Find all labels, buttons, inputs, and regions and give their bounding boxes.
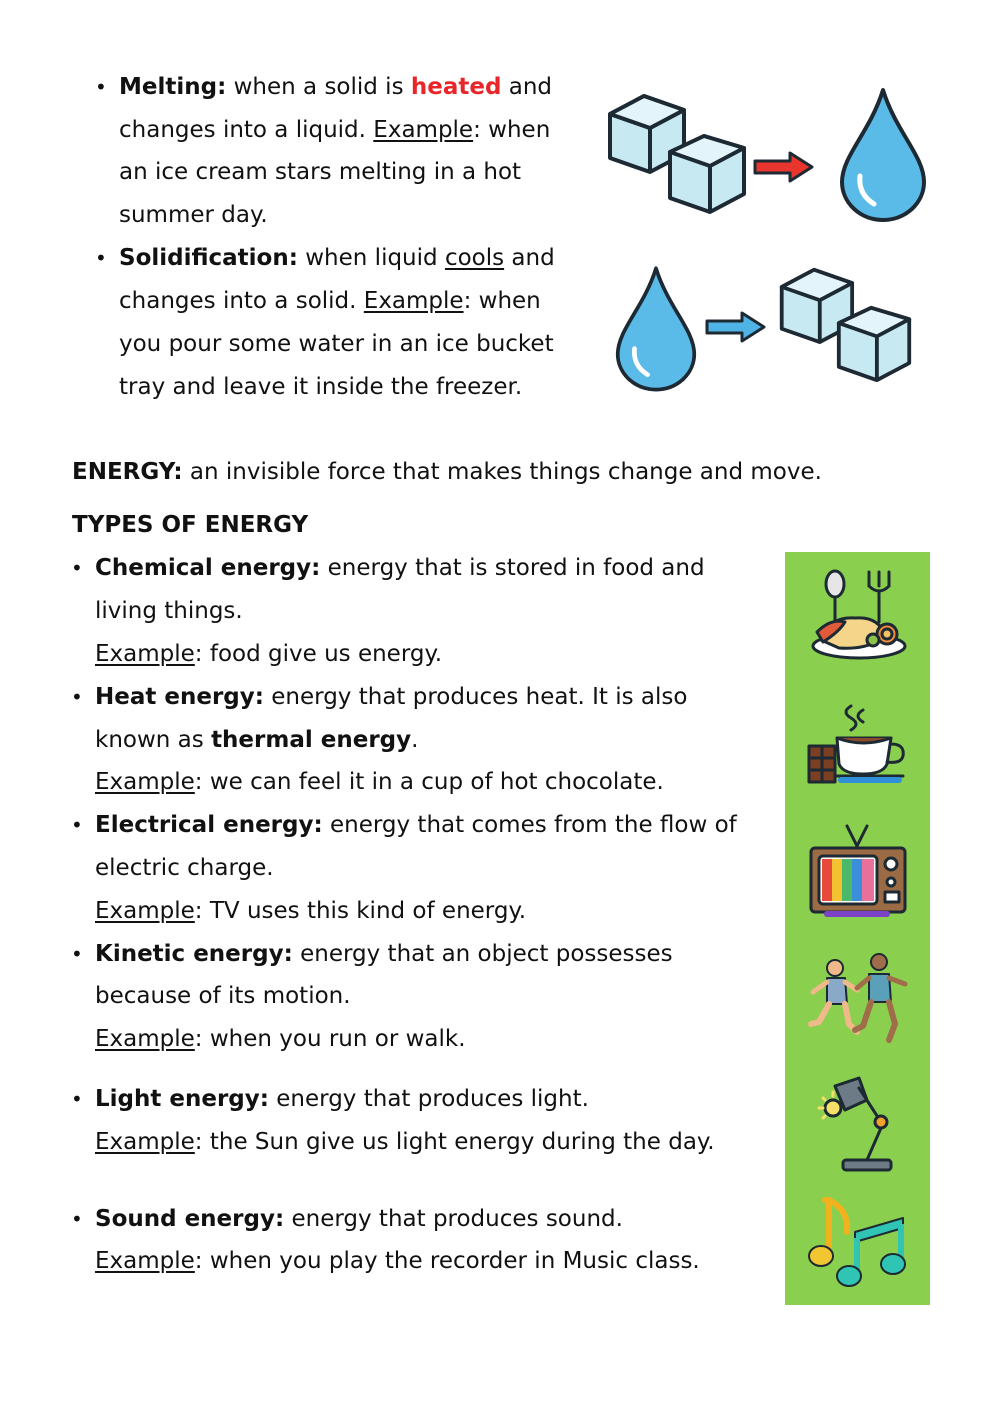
- bullet: •: [71, 556, 83, 580]
- example-label: Example: [95, 1129, 195, 1155]
- melting-line-3: an ice cream stars melting in a hot: [119, 159, 522, 185]
- kinetic-text: energy that an object possesses: [300, 941, 673, 967]
- sound-line-1: [95, 1204, 623, 1234]
- food-plate-icon: [809, 566, 909, 666]
- example-text: : food give us energy.: [194, 641, 443, 667]
- solidification-line-4: tray and leave it inside the freezer.: [119, 374, 523, 400]
- heat-term: Heat energy:: [95, 684, 264, 710]
- example-label: Example: [95, 898, 195, 924]
- arrow-right-icon: [752, 150, 816, 184]
- example-text: : the Sun give us light energy during the day.: [194, 1129, 715, 1155]
- sound-example: [95, 1246, 700, 1276]
- sound-text: energy that produces sound.: [291, 1206, 623, 1232]
- bullet: •: [71, 813, 83, 837]
- sound-term: Sound energy:: [95, 1206, 285, 1232]
- arrow-right-icon: [704, 310, 768, 344]
- runners-icon: [805, 952, 911, 1044]
- melting-line-1: [119, 72, 552, 102]
- energy-definition-text: an invisible force that makes things change and move.: [189, 459, 822, 485]
- heat-text: .: [411, 727, 419, 753]
- solidification-text: and: [511, 245, 555, 271]
- melting-text: and: [508, 74, 553, 100]
- example-label: Example: [95, 641, 195, 667]
- solidification-text: changes into a solid.: [119, 288, 357, 314]
- energy-icons-panel: [785, 552, 930, 1305]
- chemical-term: Chemical energy:: [95, 555, 321, 581]
- bullet: •: [95, 246, 107, 270]
- heated-word: heated: [410, 74, 502, 100]
- kinetic-example: [95, 1024, 466, 1054]
- music-notes-icon: [807, 1192, 911, 1292]
- melting-term: Melting:: [119, 74, 227, 100]
- chemical-line-1: [95, 553, 705, 583]
- example-label: Example: [363, 288, 464, 314]
- example-text: : when you play the recorder in Music class.: [194, 1248, 700, 1274]
- water-drop-icon: [838, 86, 928, 222]
- heat-example: [95, 767, 664, 797]
- solidification-term: Solidification:: [119, 245, 298, 271]
- example-text: : we can feel it in a cup of hot chocolate.: [194, 769, 664, 795]
- example-label: Example: [95, 1248, 195, 1274]
- types-heading: TYPES OF ENERGY: [72, 512, 309, 538]
- bullet: •: [95, 75, 107, 99]
- thermal-energy-term: thermal energy: [211, 727, 412, 753]
- chemical-line-2: living things.: [95, 598, 243, 624]
- electrical-term: Electrical energy:: [95, 812, 323, 838]
- light-text: energy that produces light.: [276, 1086, 589, 1112]
- kinetic-term: Kinetic energy:: [95, 941, 293, 967]
- water-drop-icon: [614, 260, 698, 396]
- solidification-line-2: [119, 286, 541, 316]
- example-label: Example: [95, 1026, 195, 1052]
- electrical-example: [95, 896, 526, 926]
- ice-cubes-icon: [776, 262, 914, 386]
- solidification-line-1: [119, 243, 555, 273]
- light-example: [95, 1127, 715, 1157]
- electrical-line-2: electric charge.: [95, 855, 274, 881]
- chemical-example: [95, 639, 442, 669]
- melting-line-4: summer day.: [119, 202, 268, 228]
- bullet: •: [71, 1207, 83, 1231]
- kinetic-line-2: because of its motion.: [95, 983, 351, 1009]
- example-label: Example: [95, 769, 195, 795]
- heat-text: energy that produces heat. It is also: [271, 684, 688, 710]
- example-label: Example: [373, 117, 474, 143]
- solidification-line-3: you pour some water in an ice bucket: [119, 331, 554, 357]
- kinetic-line-1: [95, 939, 673, 969]
- bullet: •: [71, 942, 83, 966]
- hot-chocolate-icon: [807, 702, 911, 788]
- heat-line-2: [95, 725, 418, 755]
- melting-text: : when: [473, 117, 551, 143]
- bullet: •: [71, 685, 83, 709]
- energy-term: ENERGY:: [72, 459, 183, 485]
- solidification-text: when liquid: [305, 245, 438, 271]
- melting-line-2: [119, 115, 550, 145]
- melting-text: when a solid is: [233, 74, 404, 100]
- heat-text: known as: [95, 727, 204, 753]
- solidification-text: : when: [463, 288, 541, 314]
- ice-cubes-icon: [604, 88, 749, 218]
- energy-definition: [72, 457, 822, 487]
- light-line-1: [95, 1084, 589, 1114]
- electrical-text: energy that comes from the flow of: [329, 812, 737, 838]
- melting-text: changes into a liquid.: [119, 117, 366, 143]
- heat-line-1: [95, 682, 687, 712]
- example-text: : when you run or walk.: [194, 1026, 466, 1052]
- electrical-line-1: [95, 810, 737, 840]
- example-text: : TV uses this kind of energy.: [194, 898, 527, 924]
- desk-lamp-icon: [815, 1074, 905, 1176]
- cools-word: cools: [444, 245, 505, 271]
- tv-icon: [807, 822, 909, 922]
- chemical-text: energy that is stored in food and: [327, 555, 705, 581]
- bullet: •: [71, 1087, 83, 1111]
- light-term: Light energy:: [95, 1086, 269, 1112]
